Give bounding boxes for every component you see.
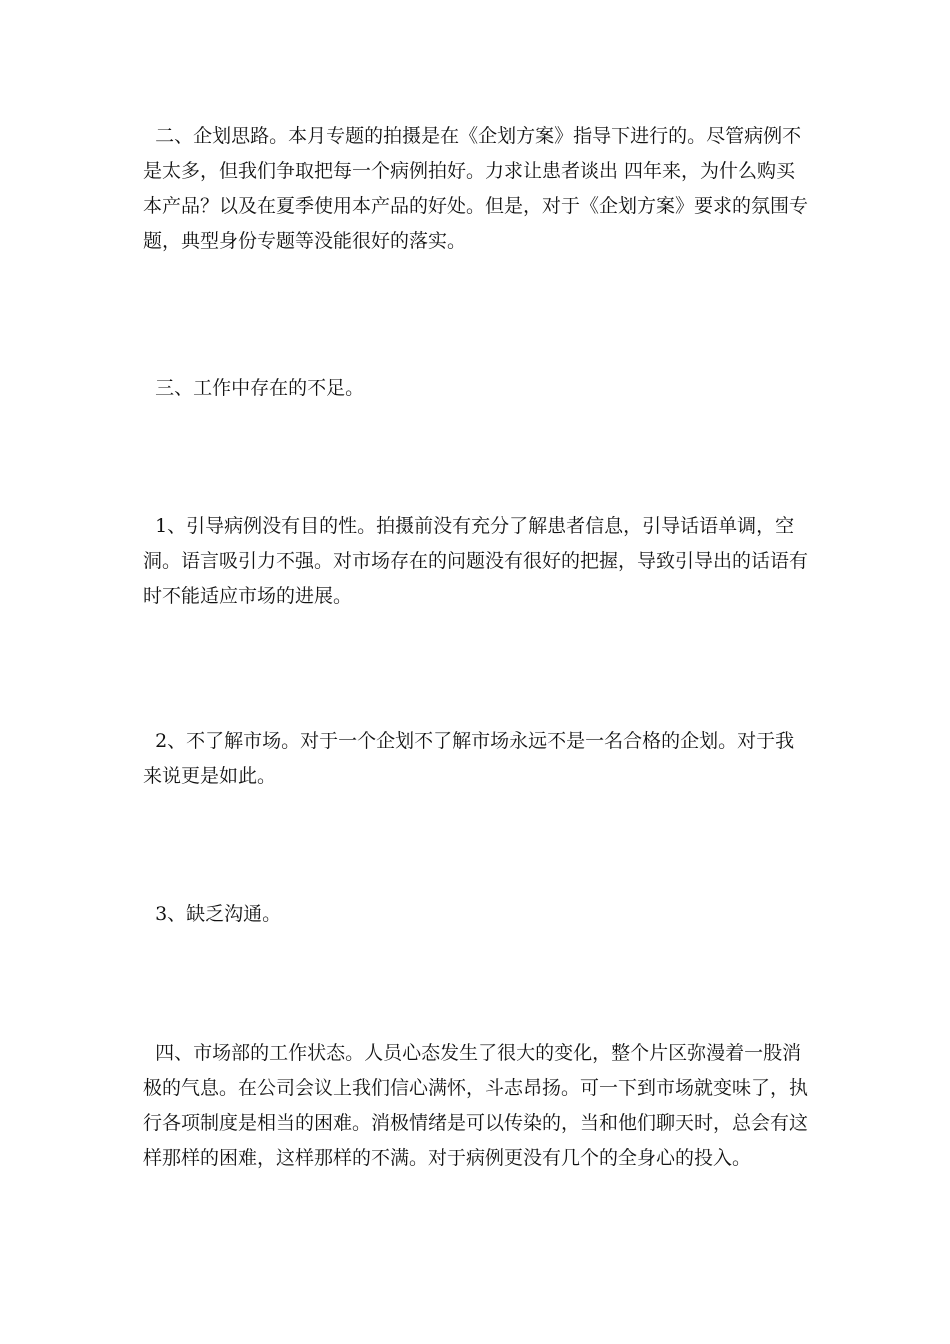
paragraph-market-status: 四、市场部的工作状态。人员心态发生了很大的变化，整个片区弥漫着一股消极的气息。在公司会议上我们信心满怀，斗志昂扬。可一下到市场就变味了，执行各项制度是相当的困难。消极情绪是可以传染的，当和他们聊天时，总会有这样那样的困难，这样那样的不满。对于病例更没有几个的全身心的投入。 — [143, 1042, 809, 1169]
paragraph-planning-approach: 二、企划思路。本月专题的拍摄是在《企划方案》指导下进行的。尽管病例不是太多，但我们争取把每一个病例拍好。力求让患者谈出 四年来，为什么购买本产品？以及在夏季使用本产品的好处。但是，对于《企划方案》要求的氛围专题，典型身份专题等没能很好的落实。 — [143, 125, 809, 252]
paragraph-shortcoming-2: 2、不了解市场。对于一个企划不了解市场永远不是一名合格的企划。对于我来说更是如此。 — [143, 730, 795, 787]
heading-shortcomings: 三、工作中存在的不足。 — [143, 377, 365, 399]
paragraph-shortcoming-1: 1、引导病例没有目的性。拍摄前没有充分了解患者信息，引导话语单调，空洞。语言吸引力不强。对市场存在的问题没有很好的把握，导致引导出的话语有时不能适应市场的进展。 — [143, 515, 809, 607]
paragraph-shortcoming-3: 3、缺乏沟通。 — [143, 903, 282, 925]
